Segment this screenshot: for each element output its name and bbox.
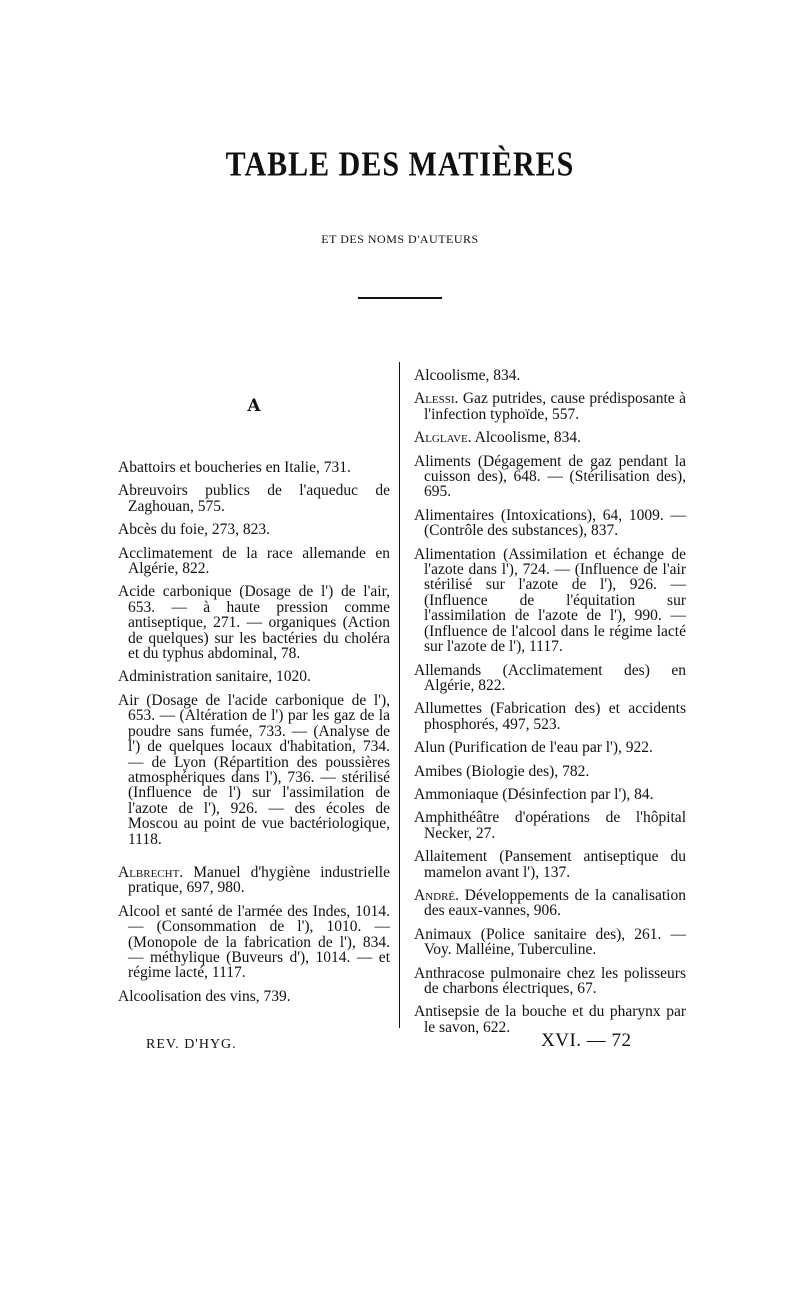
index-entry bbox=[414, 927, 686, 958]
footer-journal-signature: REV. D'HYG. bbox=[146, 1037, 237, 1052]
index-entry bbox=[414, 966, 686, 997]
entry-text: Acide carbonique (Dosage de l') de l'air, 653. — à haute pression comme antiseptique, 271. — organiques (Action de quelques) sur les bactéries du choléra et du typhus abdominal, 78. bbox=[118, 583, 390, 663]
index-entry bbox=[414, 787, 686, 802]
right-column bbox=[414, 368, 686, 1043]
index-entry bbox=[118, 904, 390, 981]
footer-sheet-number: XVI. — 72 bbox=[541, 1030, 632, 1051]
left-column bbox=[118, 396, 390, 1012]
entry-text: Administration sanitaire, 1020. bbox=[118, 668, 311, 686]
entry-text: Animaux (Police sanitaire des), 261. — Voy. Malléine, Tuberculine. bbox=[414, 925, 686, 959]
column-divider bbox=[399, 362, 400, 1028]
right-entry-list bbox=[414, 368, 686, 1035]
index-entry bbox=[414, 701, 686, 732]
page-subtitle: ET DES NOMS D'AUTEURS bbox=[321, 232, 479, 246]
index-entry bbox=[414, 391, 686, 422]
index-entry bbox=[118, 546, 390, 577]
entry-text: Abcès du foie, 273, 823. bbox=[118, 521, 270, 539]
index-entry bbox=[118, 584, 390, 661]
entry-text: Acclimatement de la race allemande en Algérie, 822. bbox=[118, 544, 390, 578]
index-entry bbox=[414, 849, 686, 880]
left-entry-list bbox=[118, 460, 390, 1004]
author-name: Alessi. bbox=[414, 390, 459, 408]
index-entry bbox=[118, 522, 390, 537]
entry-text: Alimentation (Assimilation et échange de l'azote dans l'), 724. — (Influence de l'air stérilisé sur l'azote de l'), 926. — (Influence de l'équitation sur l'assimilation de l'azote de l'), 990. — (Influence de l'alcool dans le régime lacté sur l'azote de l'), 1117. bbox=[414, 545, 686, 656]
index-entry bbox=[118, 989, 390, 1004]
entry-text: Manuel d'hygiène industrielle pratique, 697, 980. bbox=[128, 863, 390, 897]
index-entry bbox=[414, 547, 686, 655]
entry-text: Développements de la canalisation des eaux-vannes, 906. bbox=[424, 886, 686, 920]
index-entry bbox=[414, 810, 686, 841]
index-entry bbox=[118, 460, 390, 475]
index-entry bbox=[118, 669, 390, 684]
entry-text: Amibes (Biologie des), 782. bbox=[414, 762, 590, 780]
index-entry bbox=[118, 693, 390, 847]
entry-text: Allaitement (Pansement antiseptique du mamelon avant l'), 137. bbox=[414, 848, 686, 881]
title-rule bbox=[358, 297, 442, 299]
index-entry bbox=[414, 888, 686, 919]
index-entry bbox=[118, 483, 390, 514]
entry-text: Aliments (Dégagement de gaz pendant la cuisson des), 648. — (Stérilisation des), 695. bbox=[414, 452, 686, 501]
entry-text: Alimentaires (Intoxications), 64, 1009. — (Contrôle des substances), 837. bbox=[414, 506, 686, 540]
index-entry bbox=[414, 454, 686, 500]
entry-text: Gaz putrides, cause prédisposante à l'infection typhoïde, 557. bbox=[424, 390, 686, 423]
page-title: TABLE DES MATIÈRES bbox=[225, 145, 575, 184]
index-entry bbox=[414, 508, 686, 539]
entry-text: Alcoolisation des vins, 739. bbox=[118, 987, 291, 1005]
entry-text: Allumettes (Fabrication des) et accidents phosphorés, 497, 523. bbox=[414, 700, 686, 733]
entry-text: Anthracose pulmonaire chez les polisseurs de charbons électriques, 67. bbox=[414, 964, 686, 997]
entry-text: Abattoirs et boucheries en Italie, 731. bbox=[118, 459, 351, 476]
index-entry bbox=[414, 368, 686, 383]
author-name: Albrecht. bbox=[118, 863, 184, 881]
index-entry bbox=[414, 663, 686, 694]
entry-text: Alcool et santé de l'armée des Indes, 1014. — (Consommation de l'), 1010. — (Monopole de la fabrication de l'), 834. — méthylique (Buveurs d'), 1014. — et régime lacté, 1117. bbox=[118, 902, 390, 982]
entry-text: Allemands (Acclimatement des) en Algérie, 822. bbox=[414, 661, 686, 694]
index-entry bbox=[118, 865, 390, 896]
index-entry bbox=[414, 740, 686, 755]
section-letter: A bbox=[247, 396, 261, 416]
entry-text: Amphithéâtre d'opérations de l'hôpital Necker, 27. bbox=[414, 809, 686, 842]
index-entry bbox=[414, 764, 686, 779]
entry-text: Air (Dosage de l'acide carbonique de l'), 653. — (Altération de l') par les gaz de la poudre sans fumée, 733. — (Analyse de l') de quelques locaux d'habitation, 734. — de Lyon (Répartition des poussières atmosphériques dans l'), 736. — stérilisé (Influence de l') sur l'assimilation de l'azote de l'), 926. — des écoles de Moscou au point de vue bactériologique, 1118. bbox=[118, 691, 390, 848]
entry-text: Abreuvoirs publics de l'aqueduc de Zaghouan, 575. bbox=[118, 482, 390, 515]
entry-text: Alun (Purification de l'eau par l'), 922. bbox=[414, 739, 653, 757]
entry-text: Antisepsie de la bouche et du pharynx par le savon, 622. bbox=[414, 1003, 686, 1036]
entry-text: Ammoniaque (Désinfection par l'), 84. bbox=[414, 785, 654, 803]
entry-text: Alcoolisme, 834. bbox=[471, 429, 581, 447]
entry-text: Alcoolisme, 834. bbox=[414, 367, 521, 384]
index-entry bbox=[414, 430, 686, 445]
author-name: André. bbox=[414, 886, 460, 904]
author-name: Alglave. bbox=[414, 429, 472, 447]
